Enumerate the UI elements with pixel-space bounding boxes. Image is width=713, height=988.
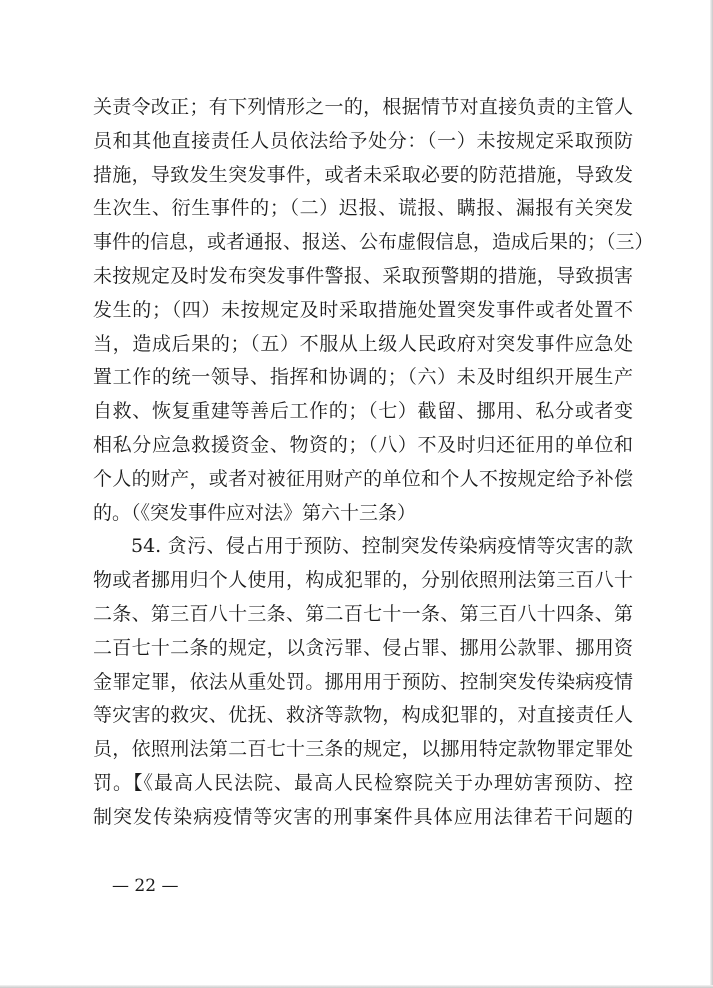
- text-line: 当，造成后果的；（五）不服从上级人民政府对突发事件应急处: [93, 332, 633, 355]
- text-line: 制突发传染病疫情等灾害的刑事案件具体应用法律若干问题的: [93, 805, 633, 828]
- text-line: 置工作的统一领导、指挥和协调的；（六）未及时组织开展生产: [93, 366, 633, 389]
- text-line: 罚。【《最高人民法院、最高人民检察院关于办理妨害预防、控: [93, 771, 633, 794]
- text-line: 相私分应急救援资金、物资的；（八）不及时归还征用的单位和: [93, 433, 633, 456]
- text-line: 物或者挪用归个人使用，构成犯罪的，分别依照刑法第三百八十: [93, 569, 633, 592]
- text-line: 未按规定及时发布突发事件警报、采取预警期的措施，导致损害: [93, 264, 633, 287]
- page-number: — 22 —: [112, 876, 179, 896]
- text-line: 二条、第三百八十三条、第二百七十一条、第三百八十四条、第: [93, 602, 633, 625]
- text-line: 员和其他直接责任人员依法给予处分：（一）未按规定采取预防: [93, 129, 633, 152]
- text-line: 二百七十二条的规定，以贪污罪、侵占罪、挪用公款罪、挪用资: [93, 636, 633, 659]
- text-line: 个人的财产，或者对被征用财产的单位和个人不按规定给予补偿: [93, 467, 633, 490]
- text-line: 事件的信息，或者通报、报送、公布虚假信息，造成后果的；（三）: [93, 231, 654, 254]
- text-line: 员，依照刑法第二百七十三条的规定，以挪用特定款物罪定罪处: [93, 738, 633, 761]
- body-text: [93, 91, 654, 835]
- text-line: 自救、恢复重建等善后工作的；（七）截留、挪用、私分或者变: [93, 400, 633, 423]
- paragraph-2: [93, 530, 633, 834]
- text-line: 的。（《突发事件应对法》第六十三条）: [93, 501, 417, 524]
- paragraph-1: [93, 91, 654, 530]
- text-line: 生次生、衍生事件的；（二）迟报、谎报、瞒报、漏报有关突发: [93, 197, 633, 220]
- text-line: 等灾害的救灾、优抚、救济等款物，构成犯罪的，对直接责任人: [93, 704, 633, 727]
- text-line: 54. 贪污、侵占用于预防、控制突发传染病疫情等灾害的款: [131, 535, 633, 558]
- text-line: 金罪定罪，依法从重处罚。挪用用于预防、控制突发传染病疫情: [93, 670, 633, 693]
- text-line: 发生的；（四）未按规定及时采取措施处置突发事件或者处置不: [93, 298, 633, 321]
- text-line: 措施，导致发生突发事件，或者未采取必要的防范措施，导致发: [93, 163, 633, 186]
- text-line: 关责令改正；有下列情形之一的，根据情节对直接负责的主管人: [93, 96, 633, 118]
